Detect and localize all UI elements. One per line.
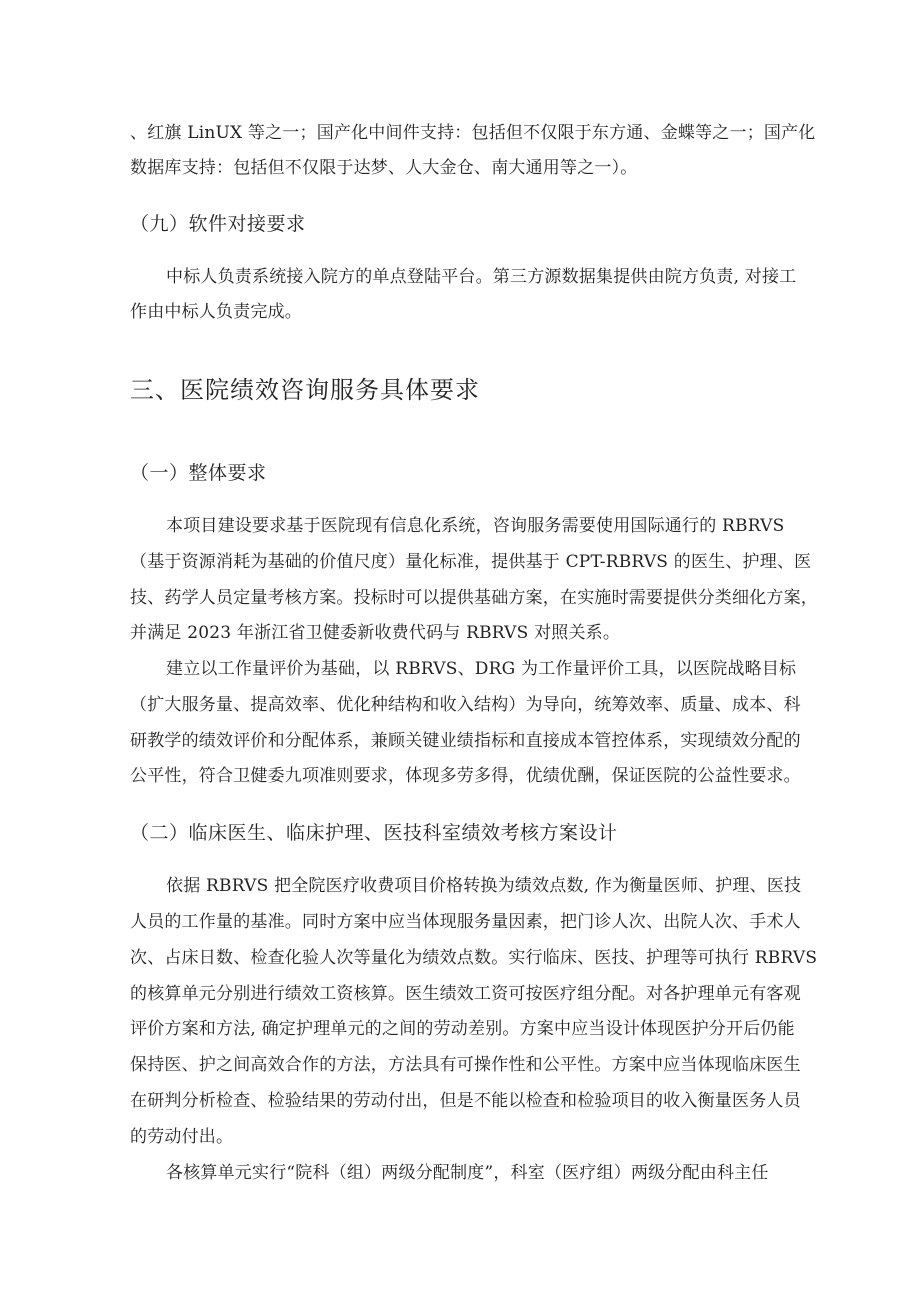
text-line: 作由中标人负责完成。 bbox=[130, 302, 302, 322]
text-line: 、红旗 LinUX 等之一；国产化中间件支持：包括但不仅限于东方通、金蝶等之一；国产化 bbox=[130, 123, 816, 143]
text-line: 保持医、护之间高效合作的方法，方法具有可操作性和公平性。方案中应当体现临床医生 bbox=[130, 1055, 801, 1075]
section-heading: （九）软件对接要求 bbox=[130, 213, 306, 235]
text-line: 各核算单元实行“院科（组）两级分配制度”，科室（医疗组）两级分配由科主任 bbox=[166, 1163, 769, 1183]
text-line: 的劳动付出。 bbox=[130, 1127, 234, 1147]
text-line: 本项目建设要求基于医院现有信息化系统，咨询服务需要使用国际通行的 RBRVS bbox=[166, 516, 785, 536]
text-line: 并满足 2023 年浙江省卫健委新收费代码与 RBRVS 对照关系。 bbox=[130, 623, 621, 643]
text-line: 评价方案和方法, 确定护理单元的之间的劳动差别。方案中应当设计体现医护分开后仍能 bbox=[130, 1019, 795, 1039]
text-line: （扩大服务量、提高效率、优化种结构和收入结构）为导向，统筹效率、质量、成本、科 bbox=[130, 695, 801, 715]
text-line: （基于资源消耗为基础的价值尺度）量化标准，提供基于 CPT-RBRVS 的医生、护理、医 bbox=[130, 552, 812, 572]
text-line: 依据 RBRVS 把全院医疗收费项目价格转换为绩效点数, 作为衡量医师、护理、医技 bbox=[166, 876, 802, 896]
text-line: 中标人负责系统接入院方的单点登陆平台。第三方源数据集提供由院方负责, 对接工 bbox=[166, 267, 797, 287]
text-line: 研教学的绩效评价和分配体系，兼顾关键业绩指标和直接成本管控体系，实现绩效分配的 bbox=[130, 731, 801, 751]
text-line: 次、占床日数、检查化验人次等量化为绩效点数。实行临床、医技、护理等可执行 RBRVS bbox=[130, 948, 818, 968]
section-heading: （一）整体要求 bbox=[130, 462, 267, 484]
text-line: 公平性，符合卫健委九项准则要求，体现多劳多得，优绩优酬，保证医院的公益性要求。 bbox=[130, 766, 801, 786]
text-line: 在研判分析检查、检验结果的劳动付出，但是不能以检查和检验项目的收入衡量医务人员 bbox=[130, 1091, 801, 1111]
text-line: 数据库支持：包括但不仅限于达梦、人大金仓、南大通用等之一）。 bbox=[130, 158, 638, 178]
chapter-title: 三、医院绩效咨询服务具体要求 bbox=[130, 376, 480, 404]
text-line: 技、药学人员定量考核方案。投标时可以提供基础方案，在实施时需要提供分类细化方案， bbox=[130, 588, 818, 608]
section-heading: （二）临床医生、临床护理、医技科室绩效考核方案设计 bbox=[130, 822, 618, 844]
text-line: 人员的工作量的基准。同时方案中应当体现服务量因素，把门诊人次、出院人次、手术人 bbox=[130, 912, 801, 932]
text-line: 的核算单元分别进行绩效工资核算。医生绩效工资可按医疗组分配。对各护理单元有客观 bbox=[130, 984, 801, 1004]
text-line: 建立以工作量评价为基础，以 RBRVS、DRG 为工作量评价工具，以医院战略目标 bbox=[166, 659, 797, 679]
